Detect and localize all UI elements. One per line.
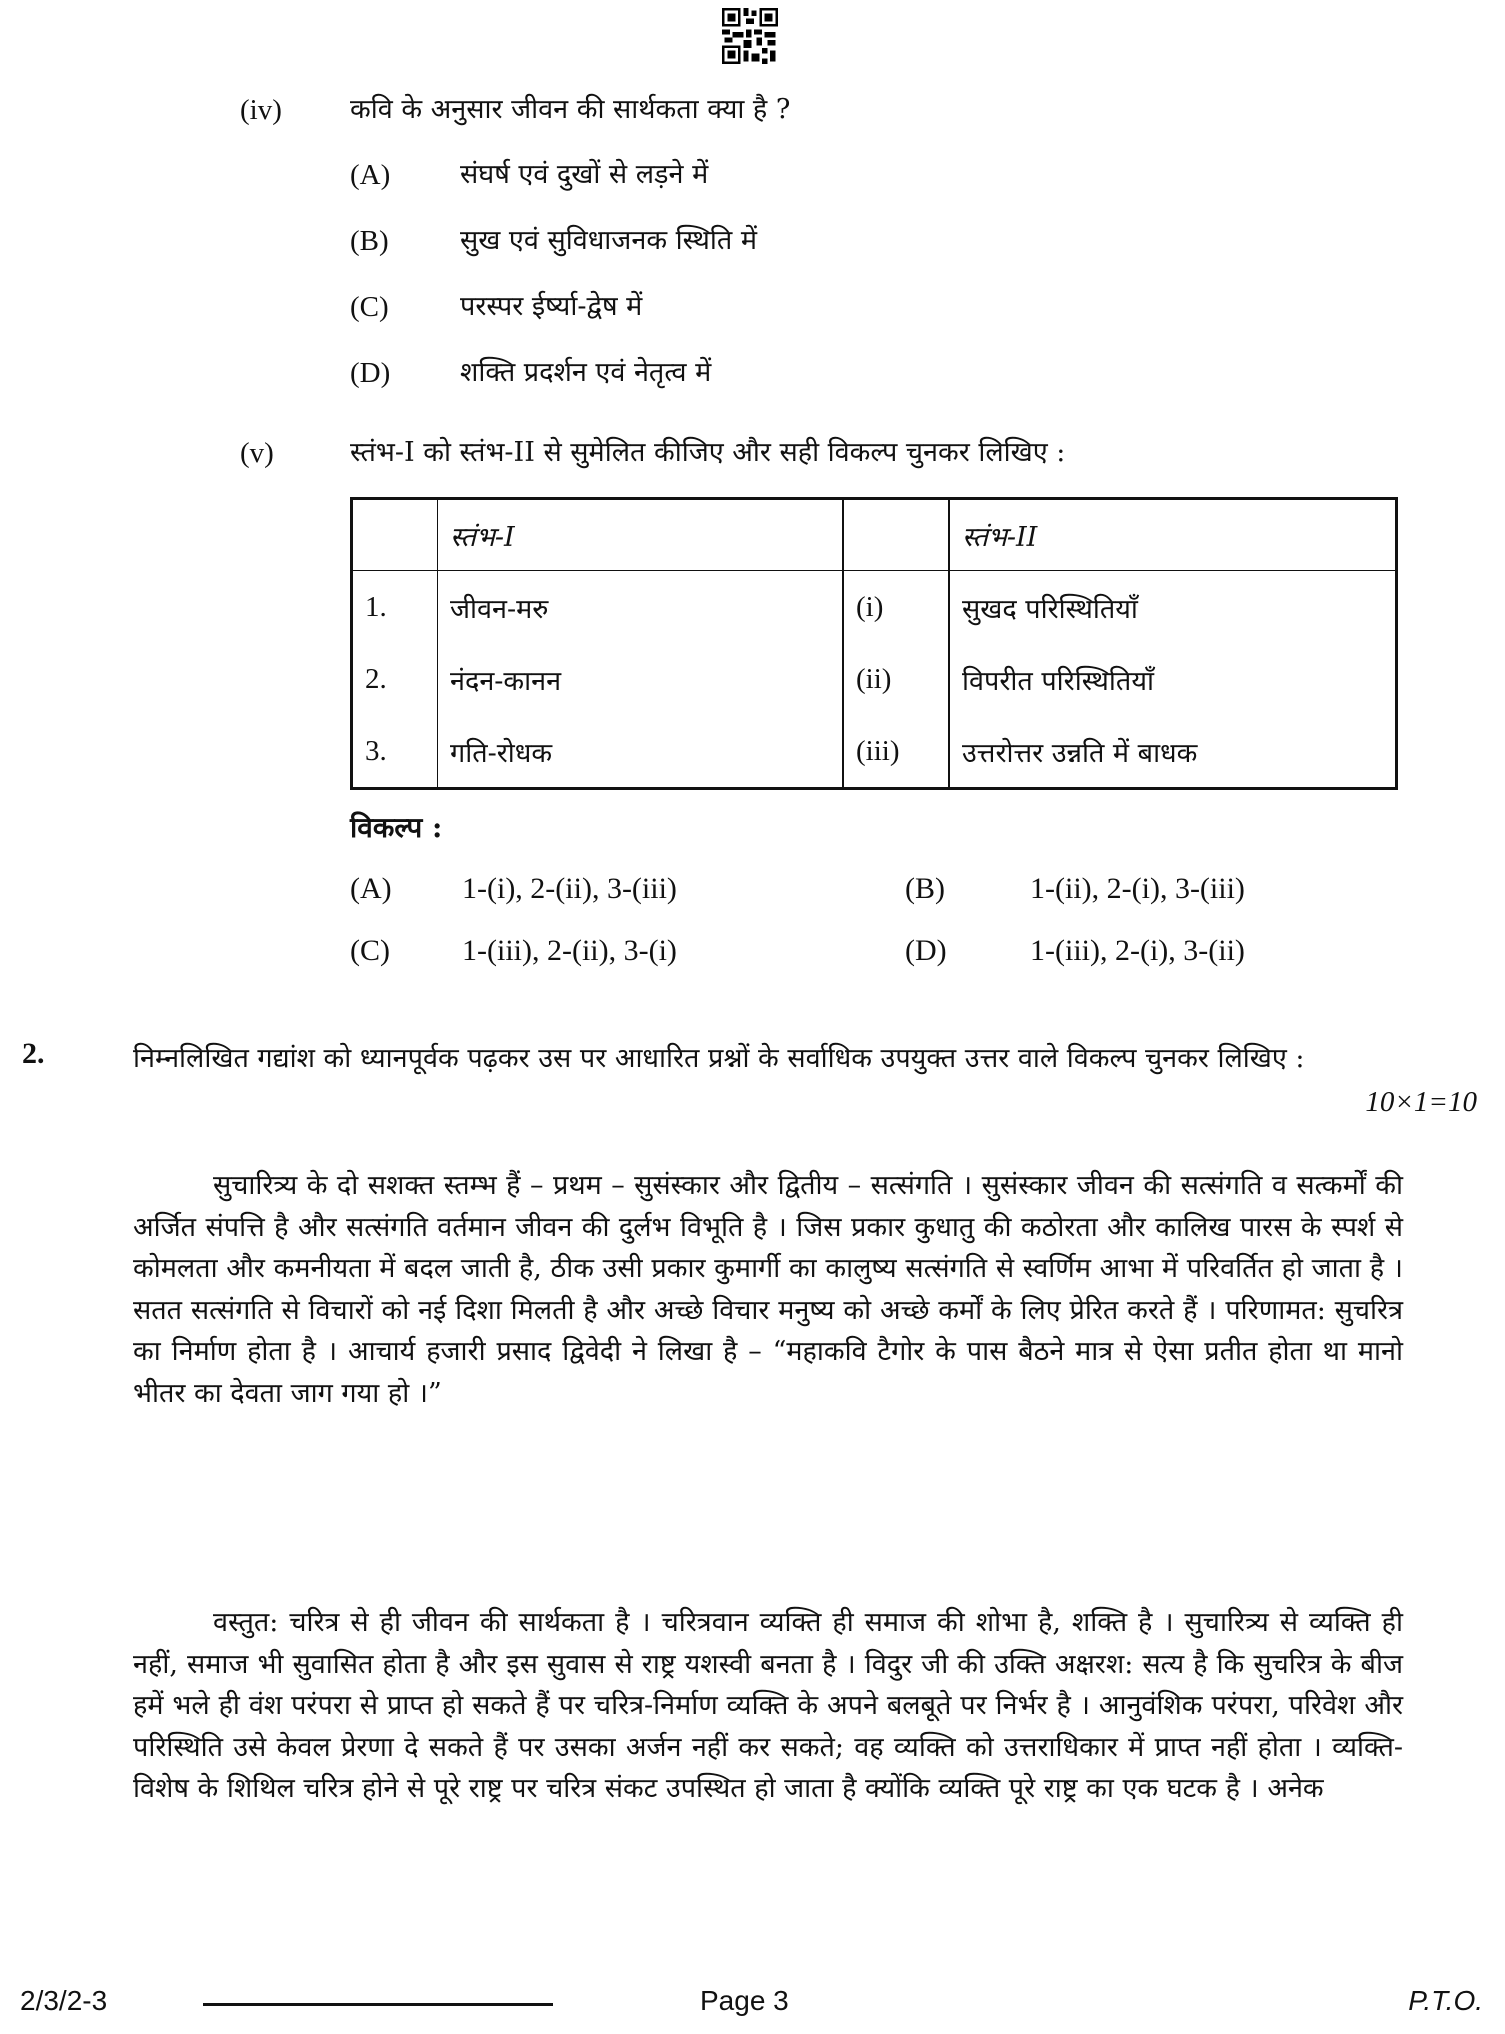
option-c: (C) xyxy=(350,291,389,323)
table-cell: जीवन-मरु xyxy=(438,571,844,644)
table-cell: विपरीत परिस्थितियाँ xyxy=(949,643,1397,715)
table-cell: 3. xyxy=(352,715,438,789)
question-2-number: 2. xyxy=(22,1037,45,1070)
option-d-text: शक्ति प्रदर्शन एवं नेतृत्व में xyxy=(460,357,712,388)
question-v xyxy=(240,436,274,471)
table-cell: 1. xyxy=(352,571,438,644)
options-title: विकल्प : xyxy=(350,811,443,844)
table-cell: (iii) xyxy=(843,715,949,789)
table-cell: नंदन-कानन xyxy=(438,643,844,715)
qr-code-icon xyxy=(720,8,780,64)
passage-paragraph-2: वस्तुत: चरित्र से ही जीवन की सार्थकता है । चरित्रवान व्यक्ति ही समाज की शोभा है, शक्ति है । सुचारित्र्य से व्यक्ति ही नहीं, समाज भी सुवासित होता है और इस सुवास से राष्ट्र यशस्वी बनता है । विदुर जी की उक्ति अक्षरश: सत्य है कि सुचरित्र के बीज हमें भले ही वंश परंपरा से प्राप्त हो सकते हैं पर चरित्र-निर्माण व्यक्ति के अपने बलबूते पर निर्भर है । आनुवंशिक परंपरा, परिवेश और परिस्थिति उसे केवल प्रेरणा दे सकते हैं पर उसका अर्जन नहीं कर सकते; वह व्यक्ति को उत्तराधिकार में प्राप्त नहीं होता । व्यक्ति-विशेष के शिथिल चरित्र होने से पूरे राष्ट्र पर चरित्र संकट उपस्थित हो जाता है क्योंकि व्यक्ति पूरे राष्ट्र का एक घटक है । अनेक xyxy=(133,1607,1403,1804)
match-option-a-label: (A) xyxy=(350,872,392,905)
question-number: (iv) xyxy=(240,94,282,126)
match-option-b-label: (B) xyxy=(905,872,945,905)
marks-label: 10×1=10 xyxy=(1365,1086,1477,1118)
table-cell: (ii) xyxy=(843,643,949,715)
paper-code: 2/3/2-3 xyxy=(20,1985,108,2016)
footer-divider xyxy=(203,2003,553,2006)
table-cell: सुखद परिस्थितियाँ xyxy=(949,571,1397,644)
match-option-b-text: 1-(ii), 2-(i), 3-(iii) xyxy=(1030,872,1245,905)
page-number: Page 3 xyxy=(700,1985,789,2016)
option-d: (D) xyxy=(350,357,391,389)
table-header-column-1: स्तंभ-I xyxy=(438,499,844,571)
question-number: (v) xyxy=(240,437,274,469)
question-v-text: स्तंभ-I को स्तंभ-II से सुमेलित कीजिए और सही विकल्प चुनकर लिखिए : xyxy=(350,437,1066,468)
option-b-text: सुख एवं सुविधाजनक स्थिति में xyxy=(460,225,757,256)
table-header-cell xyxy=(843,499,949,571)
question-iv xyxy=(240,93,282,128)
table-cell: गति-रोधक xyxy=(438,715,844,789)
option-a: (A) xyxy=(350,159,391,191)
match-option-c-text: 1-(iii), 2-(ii), 3-(i) xyxy=(462,934,677,967)
option-a-text: संघर्ष एवं दुखों से लड़ने में xyxy=(460,159,709,190)
match-option-d-text: 1-(iii), 2-(i), 3-(ii) xyxy=(1030,934,1245,967)
question-2-text: निम्नलिखित गद्यांश को ध्यानपूर्वक पढ़कर उस पर आधारित प्रश्नों के सर्वाधिक उपयुक्त उत्तर वाले विकल्प चुनकर लिखिए : xyxy=(133,1043,1305,1074)
table-cell: उत्तरोत्तर उन्नति में बाधक xyxy=(949,715,1397,789)
table-header-row xyxy=(352,499,1397,571)
option-c-text: परस्पर ईर्ष्या-द्वेष में xyxy=(460,291,643,322)
option-b: (B) xyxy=(350,225,389,257)
table-header-cell xyxy=(352,499,438,571)
table-header-column-2: स्तंभ-II xyxy=(949,499,1397,571)
passage-paragraph-1: सुचारित्र्य के दो सशक्त स्तम्भ हैं – प्रथम – सुसंस्कार और द्वितीय – सत्संगति । सुसंस्कार जीवन की सत्संगति व सत्कर्मों की अर्जित संपत्ति है और सत्संगति वर्तमान जीवन की दुर्लभ विभूति है । जिस प्रकार कुधातु की कठोरता और कालिख पारस के स्पर्श से कोमलता और कमनीयता में बदल जाती है, ठीक उसी प्रकार कुमार्गी का कालुष्य सत्संगति से स्वर्णिम आभा में परिवर्तित हो जाता है । सतत सत्संगति से विचारों को नई दिशा मिलती है और अच्छे विचार मनुष्य को अच्छे कर्मों के लिए प्रेरित करते हैं । परिणामत: सुचरित्र का निर्माण होता है । आचार्य हजारी प्रसाद द्विवेदी ने लिखा है – “महाकवि टैगोर के पास बैठने मात्र से ऐसा प्रतीत होता था मानो भीतर का देवता जाग गया हो ।” xyxy=(133,1170,1403,1409)
match-option-a-text: 1-(i), 2-(ii), 3-(iii) xyxy=(462,872,677,905)
match-option-c-label: (C) xyxy=(350,934,390,967)
please-turn-over: P.T.O. xyxy=(1408,1985,1483,2016)
table-cell: 2. xyxy=(352,643,438,715)
table-row xyxy=(352,571,1397,644)
table-cell: (i) xyxy=(843,571,949,644)
matching-table xyxy=(350,497,1398,790)
question-iv-text: कवि के अनुसार जीवन की सार्थकता क्या है ? xyxy=(350,94,791,125)
match-option-d-label: (D) xyxy=(905,934,947,967)
table-row xyxy=(352,715,1397,789)
table-row xyxy=(352,643,1397,715)
